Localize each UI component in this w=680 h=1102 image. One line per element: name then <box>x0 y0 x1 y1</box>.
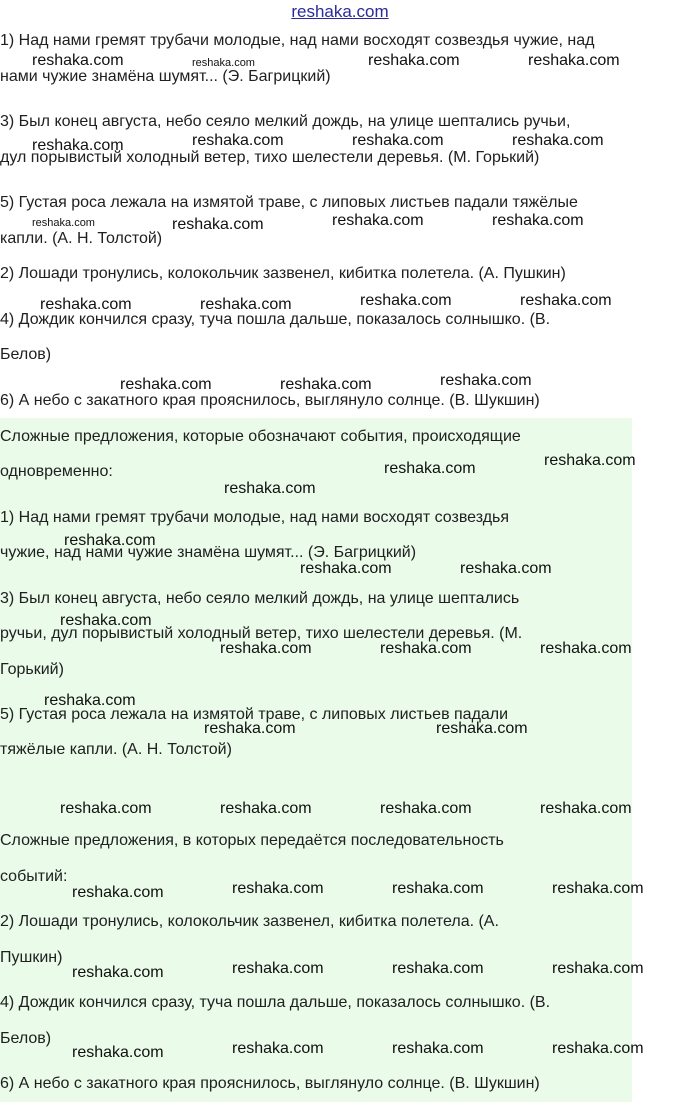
watermark-text: reshaka.com <box>72 964 164 981</box>
simultaneous-item-3-line-1: 3) Был конец августа, небо сеяло мелкий дождь, на улице шептались <box>0 590 520 607</box>
watermark-text: reshaka.com <box>436 720 528 737</box>
first-list-item-5-line-1: 5) Густая роса лежала на измятой траве, с липовых листьев падали тяжёлые <box>0 194 578 211</box>
first-list-item-1-line-1: 1) Над нами гремят трубачи молодые, над нами восходят созвездья чужие, над <box>0 32 595 49</box>
sequential-item-6-line-1: 6) А небо с закатного края прояснилось, выглянуло солнце. (В. Шукшин) <box>0 1075 540 1092</box>
watermark-text: reshaka.com <box>392 880 484 897</box>
simultaneous-item-5-line-2: тяжёлые капли. (А. Н. Толстой) <box>0 741 232 758</box>
watermark-text: reshaka.com <box>552 880 644 897</box>
watermark-text: reshaka.com <box>380 640 472 657</box>
watermark-text: reshaka.com <box>64 532 156 549</box>
site-header-link[interactable]: reshaka.com <box>291 2 389 21</box>
watermark-text: reshaka.com <box>232 1040 324 1057</box>
watermark-text: reshaka.com <box>384 460 476 477</box>
watermark-text: reshaka.com <box>552 1040 644 1057</box>
watermark-text: reshaka.com <box>360 292 452 309</box>
watermark-text: reshaka.com <box>300 560 392 577</box>
watermark-text: reshaka.com <box>232 880 324 897</box>
watermark-text: reshaka.com <box>352 132 444 149</box>
sequential-item-4-line-2: Белов) <box>0 1030 52 1047</box>
watermark-text: reshaka.com <box>44 692 136 709</box>
first-list-item-4-line-1: 4) Дождик кончился сразу, туча пошла дальше, показалось солнышко. (В. <box>0 311 551 328</box>
simultaneous-heading-line-2: одновременно: <box>0 463 113 480</box>
simultaneous-item-3-line-2: ручьи, дул порывистый холодный ветер, тихо шелестели деревья. (М. <box>0 625 523 642</box>
watermark-text: reshaka.com <box>528 52 620 69</box>
watermark-text: reshaka.com <box>512 132 604 149</box>
watermark-text: reshaka.com <box>280 376 372 393</box>
first-list-item-4-line-2: Белов) <box>0 346 52 363</box>
watermark-text: reshaka.com <box>220 640 312 657</box>
watermark-text: reshaka.com <box>552 960 644 977</box>
watermark-text: reshaka.com <box>460 560 552 577</box>
first-list-item-3-line-1: 3) Был конец августа, небо сеяло мелкий дождь, на улице шептались ручьи, <box>0 113 571 130</box>
watermark-text: reshaka.com <box>72 1044 164 1061</box>
watermark-text: reshaka.com <box>204 720 296 737</box>
watermark-text: reshaka.com <box>380 800 472 817</box>
watermark-text: reshaka.com <box>540 800 632 817</box>
watermark-text: reshaka.com <box>172 216 264 233</box>
watermark-text: reshaka.com <box>544 452 636 469</box>
simultaneous-item-1-line-1: 1) Над нами гремят трубачи молодые, над нами восходят созвездья <box>0 509 510 526</box>
watermark-text: reshaka.com <box>32 52 124 69</box>
watermark-text: reshaka.com <box>224 480 316 497</box>
watermark-text: reshaka.com <box>32 137 124 154</box>
watermark-text: reshaka.com <box>60 612 152 629</box>
first-list-item-6-line-1: 6) А небо с закатного края прояснилось, выглянуло солнце. (В. Шукшин) <box>0 392 540 409</box>
watermark-text: reshaka.com <box>220 800 312 817</box>
first-list-item-3-line-2: дул порывистый холодный ветер, тихо шелестели деревья. (М. Горький) <box>0 149 540 166</box>
watermark-text: reshaka.com <box>72 884 164 901</box>
sequential-item-2-line-2: Пушкин) <box>0 949 63 966</box>
watermark-text: reshaka.com <box>192 132 284 149</box>
simultaneous-item-1-line-2: чужие, над нами чужие знамёна шумят... (Э. Багрицкий) <box>0 544 417 561</box>
watermark-text: reshaka.com <box>440 372 532 389</box>
sequential-heading-line-2: событий: <box>0 868 68 885</box>
watermark-text: reshaka.com <box>120 376 212 393</box>
watermark-text: reshaka.com <box>232 960 324 977</box>
sequential-item-2-line-1: 2) Лошади тронулись, колокольчик зазвенел, кибитка полетела. (А. <box>0 913 499 930</box>
watermark-text: reshaka.com <box>200 296 292 313</box>
watermark-text: reshaka.com <box>192 57 255 69</box>
watermark-text: reshaka.com <box>32 217 95 229</box>
watermark-text: reshaka.com <box>332 212 424 229</box>
watermark-text: reshaka.com <box>520 292 612 309</box>
watermark-text: reshaka.com <box>40 296 132 313</box>
watermark-text: reshaka.com <box>392 960 484 977</box>
first-list-item-5-line-2: капли. (А. Н. Толстой) <box>0 230 163 247</box>
simultaneous-item-3-line-3: Горький) <box>0 661 64 678</box>
sequential-heading-line-1: Сложные предложения, в которых передаётся последовательность <box>0 832 504 849</box>
watermark-text: reshaka.com <box>492 212 584 229</box>
watermark-text: reshaka.com <box>60 800 152 817</box>
watermark-text: reshaka.com <box>392 1040 484 1057</box>
sequential-item-4-line-1: 4) Дождик кончился сразу, туча пошла дальше, показалось солнышко. (В. <box>0 994 551 1011</box>
watermark-text: reshaka.com <box>368 52 460 69</box>
first-list-item-1-line-2: нами чужие знамёна шумят... (Э. Багрицкий) <box>0 68 331 85</box>
simultaneous-item-5-line-1: 5) Густая роса лежала на измятой траве, с липовых листьев падали <box>0 706 509 723</box>
first-list-item-2-line-1: 2) Лошади тронулись, колокольчик зазвенел, кибитка полетела. (А. Пушкин) <box>0 265 566 282</box>
simultaneous-heading-line-1: Сложные предложения, которые обозначают события, происходящие <box>0 428 521 445</box>
watermark-text: reshaka.com <box>540 640 632 657</box>
